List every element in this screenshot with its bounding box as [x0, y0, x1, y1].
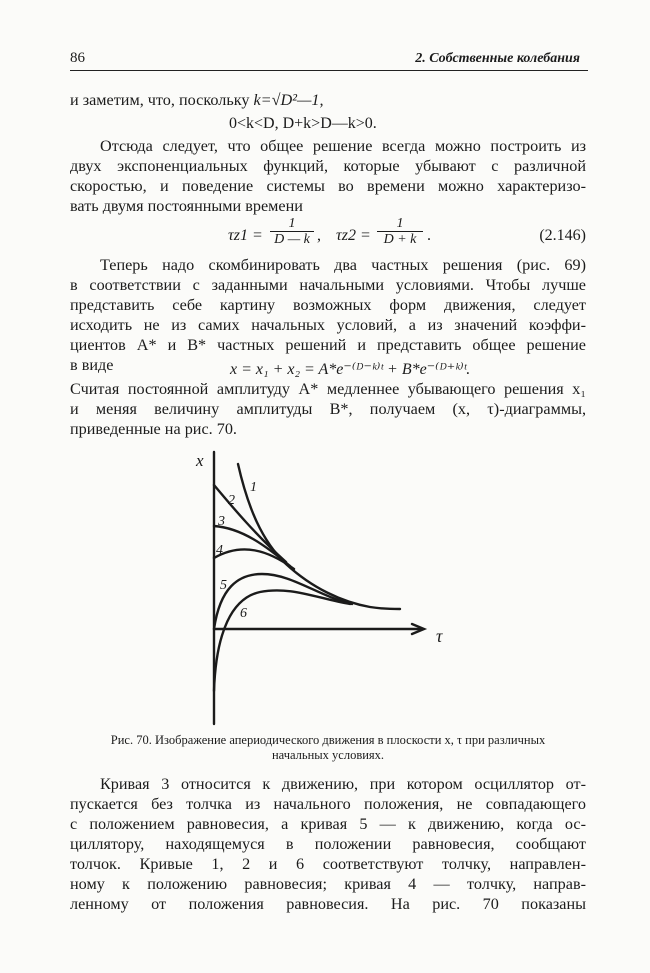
curve-1 [238, 464, 400, 609]
curve-label-5: 5 [220, 578, 227, 593]
para4-line: толчок. Кривые 1, 2 и 6 соответствуют толчку, направлен- [70, 855, 586, 873]
equation-number: (2.146) [539, 227, 586, 244]
curve-label-3: 3 [218, 514, 225, 529]
curve-6 [214, 590, 350, 691]
para4-line: Кривая 3 относится к движению, при котором осциллятор от- [100, 775, 586, 793]
running-title: 2. Собственные колебания [415, 51, 580, 66]
intro-line [70, 91, 586, 110]
para2-line: Теперь надо скомбинировать два частных решения (рис. 69) [100, 256, 586, 274]
x-axis-label: x [196, 451, 204, 470]
general-solution: x = x₁ + x₂ = A*e⁻⁽ᴰ⁻ᵏ⁾ᵗ + B*e⁻⁽ᴰ⁺ᵏ⁾ᵗ. [230, 361, 471, 378]
inequality: 0<k<D, D+k>D—k>0. [229, 115, 377, 132]
para4-line: ному к положению равновесия; кривая 4 — толчку, направ- [70, 875, 586, 893]
tau-axis-label: τ [436, 626, 443, 646]
para1-line: скоростью, и поведение системы во времени можно характеризо- [70, 177, 586, 195]
para2-line: исходить не из самих начальных условий, а из значений коэффи- [70, 316, 586, 334]
tau2-fraction [377, 216, 423, 248]
intro-prefix: и заметим, что, поскольку [70, 91, 250, 109]
para2-line: представить себе картину возможных форм движения, следует [70, 296, 586, 314]
curve-label-1: 1 [250, 480, 257, 495]
page-number: 86 [70, 50, 85, 66]
para1-line: двух экспоненциальных функций, которые убывают с различной [70, 157, 586, 175]
curve-5 [214, 574, 352, 629]
tau2-denominator: D + k [383, 232, 417, 247]
para2-line: циентов A* и B* частных решений и представить общее решение [70, 336, 586, 354]
tau-separator: , [317, 227, 321, 244]
para1-line: Отсюда следует, что общее решение всегда можно построить из [100, 137, 586, 155]
tau2-label: τz2 = [336, 227, 371, 244]
para4-line: с положением равновесия, а кривая 5 — к движению, когда ос- [70, 815, 586, 833]
figure-caption-line: Рис. 70. Изображение апериодического движения в плоскости x, τ при различных [110, 733, 546, 747]
tau1-numerator: 1 [288, 216, 296, 231]
curve-label-6: 6 [240, 606, 247, 621]
tau1-fraction [270, 216, 314, 248]
para3-line: и меняя величину амплитуды B*, получаем (x, τ)-диаграммы, [70, 400, 586, 418]
tau-end: . [427, 227, 431, 244]
figure-70 [190, 446, 470, 728]
curve-label-2: 2 [228, 493, 235, 508]
tau2-numerator: 1 [396, 216, 404, 231]
para4-line: ленному от положения равновесия. На рис. 70 показаны [70, 895, 586, 913]
para1-line: вать двумя постоянными времени [70, 197, 303, 215]
para3-line: Считая постоянной амплитуду A* медленнее убывающего решения x₁ [70, 380, 586, 398]
page-header [70, 50, 588, 71]
curve-label-4: 4 [216, 543, 223, 558]
para2-line: в виде [70, 356, 114, 374]
tau1-denominator: D — k [274, 232, 310, 247]
k-equation: k=√D²—1, [253, 91, 324, 109]
figure-caption-line: начальных условиях. [271, 748, 385, 762]
tau1-label: τz1 = [228, 227, 263, 244]
para4-line: пускается без толчка из начального положения, не совпадающего [70, 795, 586, 813]
para4-line: циллятору, находящемуся в положении равновесия, сообщают [70, 835, 586, 853]
para2-line: в соответствии с заданными начальными условиями. Чтобы лучше [70, 276, 586, 294]
para3-line: приведенные на рис. 70. [70, 420, 237, 438]
